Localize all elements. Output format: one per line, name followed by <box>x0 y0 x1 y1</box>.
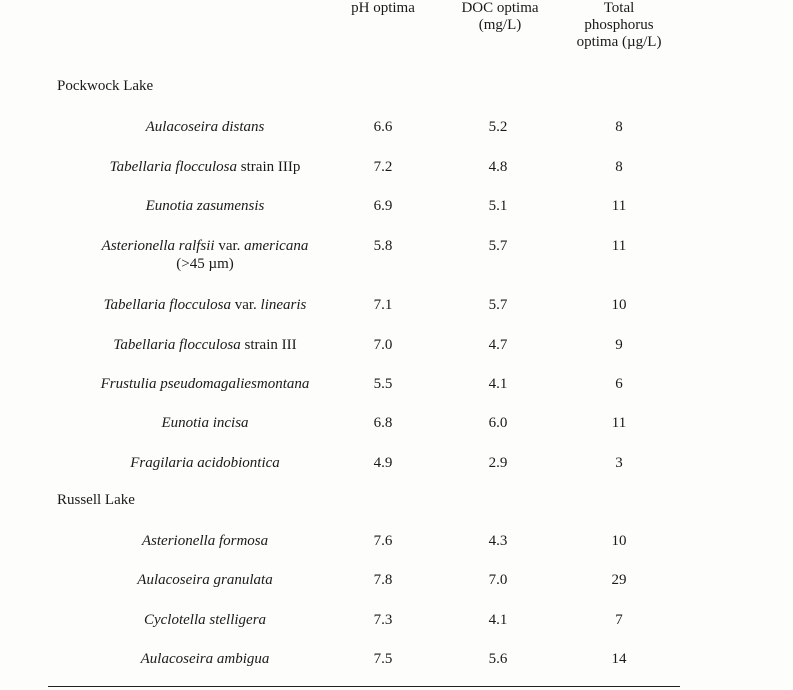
table-row <box>0 454 793 474</box>
ph-value: 6.6 <box>373 119 393 135</box>
doc-value: 4.1 <box>488 612 508 628</box>
table-row <box>0 197 793 217</box>
doc-value: 5.1 <box>488 198 508 214</box>
header-doc-optima: DOC optima (mg/L) <box>461 0 539 33</box>
ph-value: 4.9 <box>373 455 393 471</box>
species-name: Tabellaria flocculosa strain III <box>113 337 297 353</box>
ph-value: 6.9 <box>373 198 393 214</box>
doc-value: 5.7 <box>488 297 508 313</box>
table-row <box>0 118 793 138</box>
species-name: Fragilaria acidobiontica <box>130 455 280 471</box>
species-name: Eunotia incisa <box>161 415 249 431</box>
ph-value: 7.0 <box>373 337 393 353</box>
tp-value: 6 <box>615 376 623 392</box>
species-name: Asterionella ralfsii var. americana (>45 µm) <box>101 238 309 272</box>
doc-value: 5.2 <box>488 119 508 135</box>
doc-value: 5.7 <box>488 238 508 254</box>
doc-value: 5.6 <box>488 651 508 667</box>
table-bottom-rule <box>48 686 680 687</box>
ph-value: 7.3 <box>373 612 393 628</box>
ph-value: 7.1 <box>373 297 393 313</box>
species-name: Aulacoseira granulata <box>137 572 273 588</box>
tp-value: 10 <box>611 297 627 313</box>
species-name: Frustulia pseudomagaliesmontana <box>100 376 310 392</box>
doc-value: 4.7 <box>488 337 508 353</box>
species-name: Aulacoseira distans <box>145 119 265 135</box>
table-row <box>0 296 793 316</box>
table-row <box>0 375 793 395</box>
ph-value: 7.5 <box>373 651 393 667</box>
tp-value: 11 <box>611 238 627 254</box>
table-row <box>0 158 793 178</box>
tp-value: 14 <box>611 651 627 667</box>
table-row <box>0 414 793 434</box>
ph-value: 7.2 <box>373 159 393 175</box>
section-title: Pockwock Lake <box>57 78 154 94</box>
table-row <box>0 532 793 552</box>
table-row <box>0 650 793 670</box>
tp-value: 11 <box>611 198 627 214</box>
tp-value: 7 <box>615 612 623 628</box>
tp-value: 11 <box>611 415 627 431</box>
species-name: Asterionella formosa <box>141 533 269 549</box>
species-name: Tabellaria flocculosa var. linearis <box>103 297 307 313</box>
tp-value: 8 <box>615 159 623 175</box>
header-ph-optima: pH optima <box>351 0 415 16</box>
ph-value: 6.8 <box>373 415 393 431</box>
doc-value: 4.1 <box>488 376 508 392</box>
ph-value: 5.8 <box>373 238 393 254</box>
table-row <box>0 237 793 277</box>
ph-value: 7.6 <box>373 533 393 549</box>
species-name: Tabellaria flocculosa strain IIIp <box>109 159 301 175</box>
ph-value: 5.5 <box>373 376 393 392</box>
section-title: Russell Lake <box>57 492 135 508</box>
doc-value: 7.0 <box>488 572 508 588</box>
ph-value: 7.8 <box>373 572 393 588</box>
tp-value: 10 <box>611 533 627 549</box>
table-row <box>0 611 793 631</box>
tp-value: 9 <box>615 337 623 353</box>
tp-value: 8 <box>615 119 623 135</box>
species-name: Cyclotella stelligera <box>143 612 267 628</box>
doc-value: 6.0 <box>488 415 508 431</box>
doc-value: 4.3 <box>488 533 508 549</box>
table-row <box>0 571 793 591</box>
doc-value: 4.8 <box>488 159 508 175</box>
species-name: Eunotia zasumensis <box>145 198 265 214</box>
tp-value: 3 <box>615 455 623 471</box>
species-name: Aulacoseira ambigua <box>140 651 270 667</box>
doc-value: 2.9 <box>488 455 508 471</box>
header-tp-optima: Total phosphorus optima (µg/L) <box>576 0 662 50</box>
tp-value: 29 <box>611 572 627 588</box>
table-row <box>0 336 793 356</box>
